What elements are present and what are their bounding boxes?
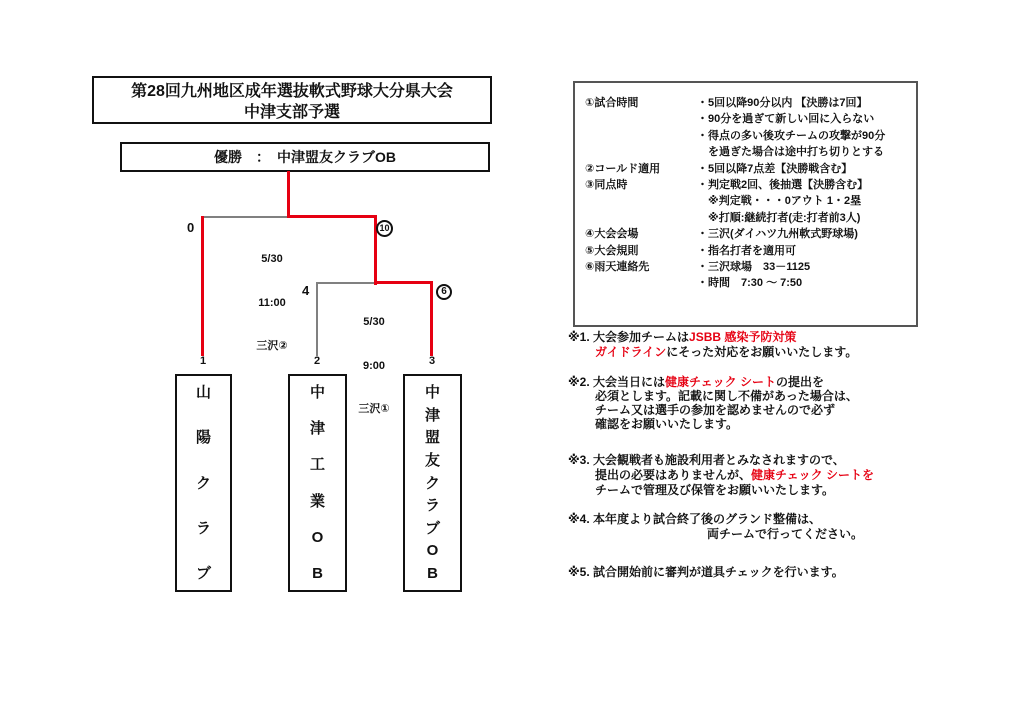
final-time: 11:00 <box>258 296 286 309</box>
team-name-char: ク <box>195 474 211 492</box>
bracket-line-champion <box>287 171 290 218</box>
rules-row <box>585 128 910 144</box>
final-date: 5/30 <box>261 253 283 265</box>
bracket-line-team3 <box>430 281 433 356</box>
note-text: ※3. 大会観戦者も施設利用者とみなされますので、 <box>568 453 845 467</box>
champion-box <box>120 142 490 172</box>
team-name-char: 友 <box>424 451 440 469</box>
semifinal-score-right-circled: 6 <box>436 284 452 300</box>
rule-text: ・90分を過ぎて新しい回に入らない <box>697 113 875 126</box>
rules-row <box>585 144 910 160</box>
team-name-char: B <box>312 564 323 582</box>
team-name-char: B <box>427 565 438 582</box>
rules-row <box>585 243 910 259</box>
rules-row <box>585 161 910 177</box>
team-name-char: 盟 <box>424 429 440 447</box>
rule-text: ・指名打者を適用可 <box>697 244 796 257</box>
rules-row <box>585 95 910 111</box>
note-text: チーム又は選手の参加を認めませんので必ず <box>595 402 836 417</box>
rule-text: ※打順:継続打者(走:打者前3人) <box>697 211 861 224</box>
note-text: の提出を <box>776 375 825 389</box>
rule-label <box>585 193 697 209</box>
rules-row <box>585 226 910 242</box>
note-text: 提出の必要はありませんが、 <box>595 467 752 482</box>
rule-text: ・時間 7:30 ～ 7:50 <box>697 277 803 290</box>
bracket-line-final-left <box>202 216 289 218</box>
note-1 <box>568 330 1008 360</box>
rule-text: を過ぎた場合は途中打ち切りとする <box>697 146 884 159</box>
semifinal-score-left: 4 <box>302 283 310 298</box>
seed-3: 3 <box>428 355 436 367</box>
rule-label: ④大会会場 <box>585 228 639 241</box>
champion-text: 優勝 ： 中津盟友クラブOB <box>214 149 396 165</box>
team-box-nakatsu-meiyu-club-ob <box>403 374 462 592</box>
team-name-char: ラ <box>424 497 440 515</box>
bracket-line-semifinal-left <box>316 282 376 284</box>
rule-text: ・三沢(ダイハツ九州軟式野球場) <box>697 228 858 241</box>
rules-row <box>585 177 910 193</box>
team-box-sanyo-club <box>175 374 232 592</box>
semifinal-date: 5/30 <box>363 316 385 328</box>
team-name-char: 業 <box>309 492 325 510</box>
note-2 <box>568 376 1008 432</box>
final-venue: 三沢② <box>256 340 288 352</box>
note-5 <box>568 565 1008 580</box>
rule-label: ①試合時間 <box>585 97 639 109</box>
team-name-char: 工 <box>309 456 325 474</box>
rule-text: ・得点の多い後攻チームの攻撃が90分 <box>697 129 886 142</box>
team-name-char: ブ <box>424 519 440 537</box>
rules-row <box>585 111 910 127</box>
rule-label <box>585 111 697 127</box>
tournament-title <box>92 76 492 124</box>
rule-label: ③同点時 <box>585 179 628 192</box>
note-text-red: 健康チェック シートを <box>751 467 874 482</box>
team-name-char: O <box>426 542 439 560</box>
team-name-char: ブ <box>195 565 211 582</box>
rules-row <box>585 275 910 291</box>
rule-label: ⑥雨天連絡先 <box>585 261 650 274</box>
rule-text: ・判定戦2回、後抽選【決勝含む】 <box>697 179 869 192</box>
note-text: ※2. 大会当日には <box>568 375 666 389</box>
rules-box <box>573 81 918 327</box>
rule-label <box>585 210 697 226</box>
semifinal-match-info <box>346 286 402 446</box>
team-name-char: 津 <box>309 420 325 438</box>
note-text: ※1. 大会参加チームは <box>568 330 690 344</box>
team-box-nakatsu-kogyo-ob <box>288 374 347 592</box>
rules-row <box>585 259 910 275</box>
rules-row <box>585 210 910 226</box>
team-name-char: ク <box>424 474 440 492</box>
rule-label <box>585 275 697 291</box>
title-line-2: 中津支部予選 <box>243 104 340 121</box>
bracket-line-semifinal-right <box>374 281 433 284</box>
note-text: 両チームで行ってください。 <box>707 526 864 541</box>
rules-row <box>585 193 910 209</box>
note-text: ※5. 試合開始前に審判が道具チェックを行います。 <box>568 565 844 579</box>
team-name-char: 陽 <box>195 429 211 447</box>
rule-text: ・三沢球場 33－1125 <box>697 261 811 274</box>
bracket-line-final-right <box>287 215 377 218</box>
note-text-red: 健康チェック シート <box>665 375 776 389</box>
final-score-left: 0 <box>187 220 195 235</box>
rule-text: ・5回以降90分以内 【決勝は7回】 <box>697 97 868 109</box>
final-score-right-circled: 10 <box>376 220 393 237</box>
rule-label <box>585 128 697 144</box>
rule-label <box>585 144 697 160</box>
team-name-char: ラ <box>195 519 211 537</box>
rule-label: ⑤大会規則 <box>585 244 639 257</box>
rule-text: ※判定戦・・・0アウト 1・2塁 <box>697 195 862 208</box>
rule-text: ・5回以降7点差【決勝戦含む】 <box>697 162 853 175</box>
team-name-char: O <box>311 528 324 546</box>
note-3 <box>568 453 1008 497</box>
team-name-char: 中 <box>309 384 325 401</box>
team-name-char: 山 <box>195 384 211 401</box>
note-4 <box>568 512 1008 542</box>
seed-2: 2 <box>313 355 321 367</box>
note-text-red: JSBB 感染予防対策 <box>689 330 797 344</box>
semifinal-time: 9:00 <box>362 359 386 372</box>
note-text: 必須とします。記載に関し不備があった場合は、 <box>595 388 858 403</box>
semifinal-venue: 三沢① <box>358 403 390 415</box>
note-text: チームで管理及び保管をお願いいたします。 <box>595 482 835 497</box>
bracket-line-team1 <box>201 216 204 356</box>
note-text: ※4. 本年度より試合終了後のグランド整備は、 <box>568 512 822 526</box>
title-line-1: 第28回九州地区成年選抜軟式野球大分県大会 <box>131 83 453 100</box>
rule-label: ②コールド適用 <box>585 162 661 175</box>
note-text: 確認をお願いいたします。 <box>595 416 739 431</box>
team-name-char: 津 <box>424 406 440 424</box>
team-name-char: 中 <box>424 384 440 401</box>
bracket-line-team2 <box>316 282 318 356</box>
final-match-info <box>244 223 300 383</box>
note-text: にそった対応をお願いいたします。 <box>666 344 858 359</box>
seed-1: 1 <box>199 355 207 367</box>
note-text-red: ガイドライン <box>595 344 667 359</box>
